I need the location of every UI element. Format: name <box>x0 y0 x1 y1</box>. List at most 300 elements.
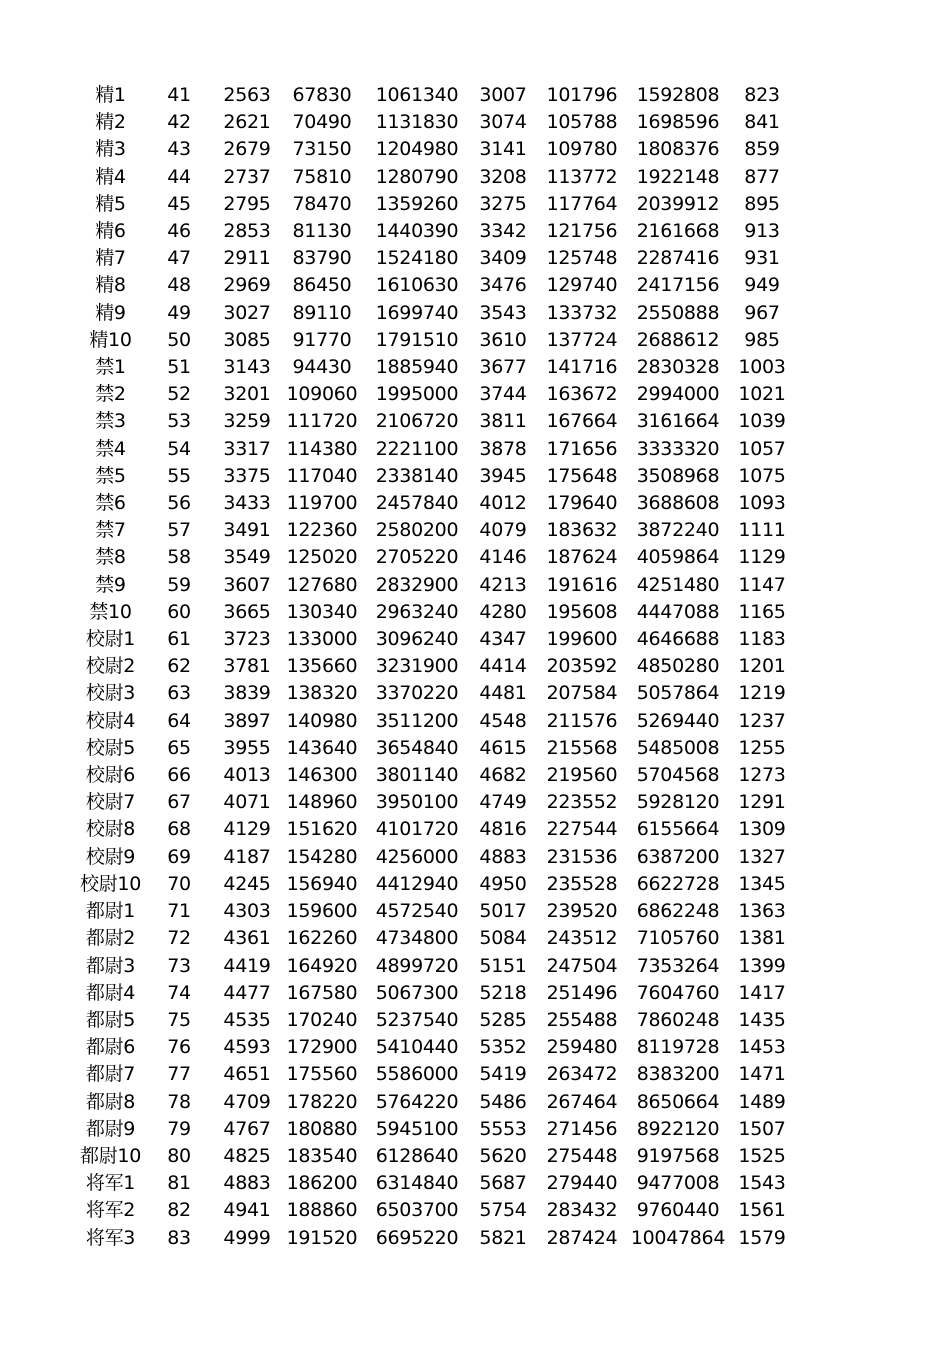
value-f-cell: 8383200 <box>636 1063 720 1086</box>
table-row <box>80 1116 793 1143</box>
level-cell: 69 <box>167 845 191 868</box>
value-f-cell: 6155664 <box>636 818 720 841</box>
rank-cell: 都尉2 <box>85 927 136 950</box>
value-c-cell: 6695220 <box>375 1226 459 1249</box>
level-cell: 67 <box>167 791 191 814</box>
value-g-cell: 949 <box>744 274 780 297</box>
level-cell: 77 <box>167 1063 191 1086</box>
table-row <box>80 544 793 571</box>
value-d-cell: 3945 <box>479 464 527 487</box>
level-cell: 46 <box>167 220 191 243</box>
table-row <box>80 1170 793 1197</box>
value-f-cell: 2830328 <box>636 356 720 379</box>
rank-cell: 都尉4 <box>85 981 136 1004</box>
value-c-cell: 6314840 <box>375 1172 459 1195</box>
level-cell: 66 <box>167 764 191 787</box>
value-c-cell: 1131830 <box>375 111 459 134</box>
rank-cell: 精4 <box>95 165 126 188</box>
value-f-cell: 7353264 <box>636 954 720 977</box>
value-e-cell: 133732 <box>546 301 618 324</box>
rank-cell: 都尉3 <box>85 954 136 977</box>
value-d-cell: 3476 <box>479 274 527 297</box>
rank-cell: 校尉9 <box>85 845 136 868</box>
rank-cell: 禁7 <box>95 519 126 542</box>
value-a-cell: 4187 <box>223 845 271 868</box>
value-f-cell: 2550888 <box>636 301 720 324</box>
level-cell: 62 <box>167 655 191 678</box>
value-e-cell: 263472 <box>546 1063 618 1086</box>
value-f-cell: 1592808 <box>636 84 720 106</box>
value-f-cell: 1922148 <box>636 165 720 188</box>
value-e-cell: 203592 <box>546 655 618 678</box>
value-b-cell: 130340 <box>286 600 358 623</box>
value-b-cell: 188860 <box>286 1199 358 1222</box>
rank-cell: 校尉3 <box>85 682 136 705</box>
value-c-cell: 1885940 <box>375 356 459 379</box>
level-cell: 76 <box>167 1036 191 1059</box>
value-d-cell: 3141 <box>479 138 527 161</box>
value-b-cell: 135660 <box>286 655 358 678</box>
value-d-cell: 4883 <box>479 845 527 868</box>
rank-cell: 禁4 <box>95 437 126 460</box>
value-b-cell: 180880 <box>286 1117 358 1140</box>
value-g-cell: 1543 <box>738 1172 786 1195</box>
level-cell: 42 <box>167 111 191 134</box>
value-c-cell: 5764220 <box>375 1090 459 1113</box>
value-f-cell: 3872240 <box>636 519 720 542</box>
value-f-cell: 2688612 <box>636 328 720 351</box>
level-cell: 44 <box>167 165 191 188</box>
value-c-cell: 5067300 <box>375 981 459 1004</box>
rank-cell: 校尉4 <box>85 709 136 732</box>
value-f-cell: 6387200 <box>636 845 720 868</box>
value-b-cell: 109060 <box>286 383 358 406</box>
value-g-cell: 1003 <box>738 356 786 379</box>
table-row <box>80 980 793 1007</box>
value-b-cell: 111720 <box>286 410 358 433</box>
table-row <box>80 1061 793 1088</box>
table-row <box>80 436 793 463</box>
value-a-cell: 4709 <box>223 1090 271 1113</box>
value-e-cell: 259480 <box>546 1036 618 1059</box>
value-f-cell: 5928120 <box>636 791 720 814</box>
value-d-cell: 3811 <box>479 410 527 433</box>
value-g-cell: 985 <box>744 328 780 351</box>
value-a-cell: 3317 <box>223 437 271 460</box>
value-c-cell: 2832900 <box>375 573 459 596</box>
value-g-cell: 931 <box>744 247 780 270</box>
rank-cell: 禁8 <box>95 546 126 569</box>
value-g-cell: 1291 <box>738 791 786 814</box>
value-d-cell: 5151 <box>479 954 527 977</box>
value-e-cell: 227544 <box>546 818 618 841</box>
value-a-cell: 3027 <box>223 301 271 324</box>
value-g-cell: 1579 <box>738 1226 786 1249</box>
value-e-cell: 105788 <box>546 111 618 134</box>
level-cell: 43 <box>167 138 191 161</box>
value-e-cell: 287424 <box>546 1226 618 1249</box>
value-e-cell: 207584 <box>546 682 618 705</box>
value-c-cell: 4572540 <box>375 900 459 923</box>
value-b-cell: 83790 <box>292 247 352 270</box>
value-e-cell: 101796 <box>546 84 618 106</box>
value-a-cell: 4129 <box>223 818 271 841</box>
value-g-cell: 1237 <box>738 709 786 732</box>
table-row <box>80 300 793 327</box>
value-a-cell: 3259 <box>223 410 271 433</box>
level-cell: 50 <box>167 328 191 351</box>
value-f-cell: 2994000 <box>636 383 720 406</box>
table-row <box>80 191 793 218</box>
value-g-cell: 1201 <box>738 655 786 678</box>
value-a-cell: 2737 <box>223 165 271 188</box>
value-b-cell: 170240 <box>286 1008 358 1031</box>
value-a-cell: 3665 <box>223 600 271 623</box>
value-e-cell: 279440 <box>546 1172 618 1195</box>
value-e-cell: 179640 <box>546 492 618 515</box>
value-a-cell: 4419 <box>223 954 271 977</box>
value-d-cell: 3074 <box>479 111 527 134</box>
value-d-cell: 4749 <box>479 791 527 814</box>
rank-cell: 校尉1 <box>85 628 136 651</box>
value-d-cell: 4682 <box>479 764 527 787</box>
value-f-cell: 5057864 <box>636 682 720 705</box>
table-row <box>80 1089 793 1116</box>
value-b-cell: 127680 <box>286 573 358 596</box>
value-f-cell: 4251480 <box>636 573 720 596</box>
value-f-cell: 8119728 <box>636 1036 720 1059</box>
value-c-cell: 6503700 <box>375 1199 459 1222</box>
value-c-cell: 1699740 <box>375 301 459 324</box>
value-e-cell: 211576 <box>546 709 618 732</box>
table-row <box>80 354 793 381</box>
value-e-cell: 175648 <box>546 464 618 487</box>
value-a-cell: 3143 <box>223 356 271 379</box>
value-c-cell: 1995000 <box>375 383 459 406</box>
value-c-cell: 1204980 <box>375 138 459 161</box>
value-c-cell: 1061340 <box>375 84 459 106</box>
level-cell: 49 <box>167 301 191 324</box>
value-c-cell: 3654840 <box>375 736 459 759</box>
rank-cell: 校尉7 <box>85 791 136 814</box>
rank-cell: 都尉10 <box>80 1144 141 1167</box>
value-e-cell: 187624 <box>546 546 618 569</box>
value-d-cell: 3677 <box>479 356 527 379</box>
value-g-cell: 877 <box>744 165 780 188</box>
value-f-cell: 5269440 <box>636 709 720 732</box>
value-a-cell: 3433 <box>223 492 271 515</box>
value-g-cell: 823 <box>744 84 780 106</box>
level-cell: 56 <box>167 492 191 515</box>
level-cell: 58 <box>167 546 191 569</box>
value-f-cell: 3688608 <box>636 492 720 515</box>
value-f-cell: 2287416 <box>636 247 720 270</box>
rank-cell: 都尉5 <box>85 1008 136 1031</box>
table-row <box>80 327 793 354</box>
value-e-cell: 223552 <box>546 791 618 814</box>
value-d-cell: 5419 <box>479 1063 527 1086</box>
level-cell: 48 <box>167 274 191 297</box>
value-b-cell: 78470 <box>292 192 352 215</box>
rank-cell: 禁5 <box>95 464 126 487</box>
rank-cell: 精8 <box>95 274 126 297</box>
value-a-cell: 4071 <box>223 791 271 814</box>
value-b-cell: 148960 <box>286 791 358 814</box>
value-a-cell: 4013 <box>223 764 271 787</box>
table-row <box>80 490 793 517</box>
rank-cell: 禁2 <box>95 383 126 406</box>
value-c-cell: 3511200 <box>375 709 459 732</box>
value-d-cell: 5687 <box>479 1172 527 1195</box>
value-c-cell: 1524180 <box>375 247 459 270</box>
value-f-cell: 2161668 <box>636 220 720 243</box>
value-b-cell: 186200 <box>286 1172 358 1195</box>
value-b-cell: 122360 <box>286 519 358 542</box>
value-b-cell: 138320 <box>286 682 358 705</box>
value-g-cell: 1273 <box>738 764 786 787</box>
level-cell: 45 <box>167 192 191 215</box>
value-e-cell: 199600 <box>546 628 618 651</box>
value-f-cell: 7860248 <box>636 1008 720 1031</box>
level-cell: 78 <box>167 1090 191 1113</box>
table-row <box>80 762 793 789</box>
value-g-cell: 859 <box>744 138 780 161</box>
level-cell: 79 <box>167 1117 191 1140</box>
value-g-cell: 1219 <box>738 682 786 705</box>
value-g-cell: 967 <box>744 301 780 324</box>
table-row <box>80 218 793 245</box>
value-e-cell: 113772 <box>546 165 618 188</box>
value-c-cell: 3096240 <box>375 628 459 651</box>
rank-cell: 都尉1 <box>85 900 136 923</box>
value-a-cell: 4245 <box>223 872 271 895</box>
value-d-cell: 5486 <box>479 1090 527 1113</box>
value-a-cell: 2911 <box>223 247 271 270</box>
value-d-cell: 5218 <box>479 981 527 1004</box>
value-c-cell: 1791510 <box>375 328 459 351</box>
table-row <box>80 1225 793 1252</box>
value-g-cell: 913 <box>744 220 780 243</box>
value-b-cell: 178220 <box>286 1090 358 1113</box>
rank-cell: 禁9 <box>95 573 126 596</box>
value-e-cell: 141716 <box>546 356 618 379</box>
value-b-cell: 172900 <box>286 1036 358 1059</box>
level-cell: 47 <box>167 247 191 270</box>
value-g-cell: 841 <box>744 111 780 134</box>
value-f-cell: 4059864 <box>636 546 720 569</box>
value-g-cell: 1147 <box>738 573 786 596</box>
value-b-cell: 140980 <box>286 709 358 732</box>
value-b-cell: 164920 <box>286 954 358 977</box>
value-c-cell: 6128640 <box>375 1144 459 1167</box>
value-b-cell: 114380 <box>286 437 358 460</box>
value-a-cell: 4535 <box>223 1008 271 1031</box>
value-d-cell: 5553 <box>479 1117 527 1140</box>
value-e-cell: 239520 <box>546 900 618 923</box>
rank-cell: 校尉6 <box>85 764 136 787</box>
rank-cell: 禁1 <box>95 356 126 379</box>
value-f-cell: 7604760 <box>636 981 720 1004</box>
value-f-cell: 5485008 <box>636 736 720 759</box>
level-cell: 83 <box>167 1226 191 1249</box>
value-e-cell: 109780 <box>546 138 618 161</box>
value-d-cell: 4481 <box>479 682 527 705</box>
level-cell: 65 <box>167 736 191 759</box>
value-g-cell: 1093 <box>738 492 786 515</box>
value-f-cell: 4850280 <box>636 655 720 678</box>
value-c-cell: 3801140 <box>375 764 459 787</box>
value-c-cell: 2338140 <box>375 464 459 487</box>
value-g-cell: 1183 <box>738 628 786 651</box>
rank-cell: 都尉8 <box>85 1090 136 1113</box>
value-e-cell: 215568 <box>546 736 618 759</box>
value-c-cell: 1610630 <box>375 274 459 297</box>
value-g-cell: 1255 <box>738 736 786 759</box>
value-f-cell: 5704568 <box>636 764 720 787</box>
value-e-cell: 255488 <box>546 1008 618 1031</box>
value-e-cell: 125748 <box>546 247 618 270</box>
value-a-cell: 3723 <box>223 628 271 651</box>
level-cell: 71 <box>167 900 191 923</box>
table-row <box>80 735 793 762</box>
value-c-cell: 2106720 <box>375 410 459 433</box>
value-g-cell: 1381 <box>738 927 786 950</box>
value-f-cell: 3161664 <box>636 410 720 433</box>
value-b-cell: 151620 <box>286 818 358 841</box>
table-row <box>80 109 793 136</box>
value-a-cell: 2679 <box>223 138 271 161</box>
level-cell: 72 <box>167 927 191 950</box>
value-b-cell: 119700 <box>286 492 358 515</box>
value-a-cell: 4651 <box>223 1063 271 1086</box>
value-b-cell: 91770 <box>292 328 352 351</box>
rank-cell: 校尉2 <box>85 655 136 678</box>
table-row <box>80 925 793 952</box>
value-g-cell: 1309 <box>738 818 786 841</box>
level-cell: 74 <box>167 981 191 1004</box>
table-row <box>80 1034 793 1061</box>
value-c-cell: 5237540 <box>375 1008 459 1031</box>
rank-cell: 精6 <box>95 220 126 243</box>
value-d-cell: 5285 <box>479 1008 527 1031</box>
value-c-cell: 4412940 <box>375 872 459 895</box>
value-f-cell: 7105760 <box>636 927 720 950</box>
value-g-cell: 895 <box>744 192 780 215</box>
rank-cell: 禁3 <box>95 410 126 433</box>
value-c-cell: 4256000 <box>375 845 459 868</box>
value-d-cell: 3275 <box>479 192 527 215</box>
value-e-cell: 167664 <box>546 410 618 433</box>
value-b-cell: 86450 <box>292 274 352 297</box>
rank-cell: 精3 <box>95 138 126 161</box>
table-row <box>80 844 793 871</box>
value-b-cell: 167580 <box>286 981 358 1004</box>
value-g-cell: 1453 <box>738 1036 786 1059</box>
table-row <box>80 164 793 191</box>
rank-cell: 将军3 <box>85 1226 136 1249</box>
table-row <box>80 626 793 653</box>
value-d-cell: 4548 <box>479 709 527 732</box>
value-d-cell: 3878 <box>479 437 527 460</box>
value-g-cell: 1417 <box>738 981 786 1004</box>
value-g-cell: 1021 <box>738 383 786 406</box>
value-g-cell: 1075 <box>738 464 786 487</box>
value-c-cell: 5586000 <box>375 1063 459 1086</box>
level-cell: 64 <box>167 709 191 732</box>
value-g-cell: 1129 <box>738 546 786 569</box>
value-a-cell: 4825 <box>223 1144 271 1167</box>
value-b-cell: 81130 <box>292 220 352 243</box>
value-b-cell: 143640 <box>286 736 358 759</box>
value-g-cell: 1165 <box>738 600 786 623</box>
value-a-cell: 2853 <box>223 220 271 243</box>
table-row <box>80 136 793 163</box>
value-e-cell: 243512 <box>546 927 618 950</box>
value-d-cell: 3543 <box>479 301 527 324</box>
value-a-cell: 4361 <box>223 927 271 950</box>
table-row <box>80 599 793 626</box>
value-b-cell: 156940 <box>286 872 358 895</box>
table-row <box>80 381 793 408</box>
value-b-cell: 154280 <box>286 845 358 868</box>
value-e-cell: 219560 <box>546 764 618 787</box>
value-d-cell: 4347 <box>479 628 527 651</box>
value-d-cell: 5821 <box>479 1226 527 1249</box>
spreadsheet-sheet <box>0 82 950 1252</box>
value-f-cell: 3333320 <box>636 437 720 460</box>
value-b-cell: 175560 <box>286 1063 358 1086</box>
rank-cell: 都尉9 <box>85 1117 136 1140</box>
value-d-cell: 5084 <box>479 927 527 950</box>
value-g-cell: 1057 <box>738 437 786 460</box>
value-b-cell: 67830 <box>292 84 352 106</box>
value-g-cell: 1399 <box>738 954 786 977</box>
table-row <box>80 898 793 925</box>
value-e-cell: 231536 <box>546 845 618 868</box>
value-f-cell: 6862248 <box>636 900 720 923</box>
value-b-cell: 70490 <box>292 111 352 134</box>
value-e-cell: 283432 <box>546 1199 618 1222</box>
value-a-cell: 4999 <box>223 1226 271 1249</box>
level-cell: 82 <box>167 1199 191 1222</box>
value-f-cell: 2417156 <box>636 274 720 297</box>
value-e-cell: 275448 <box>546 1144 618 1167</box>
value-c-cell: 2963240 <box>375 600 459 623</box>
value-g-cell: 1039 <box>738 410 786 433</box>
value-e-cell: 247504 <box>546 954 618 977</box>
rank-cell: 都尉6 <box>85 1036 136 1059</box>
value-e-cell: 121756 <box>546 220 618 243</box>
value-g-cell: 1363 <box>738 900 786 923</box>
level-cell: 80 <box>167 1144 191 1167</box>
value-c-cell: 4734800 <box>375 927 459 950</box>
level-cell: 63 <box>167 682 191 705</box>
data-table <box>80 82 793 1252</box>
value-a-cell: 4767 <box>223 1117 271 1140</box>
value-d-cell: 5017 <box>479 900 527 923</box>
rank-cell: 校尉8 <box>85 818 136 841</box>
value-f-cell: 9760440 <box>636 1199 720 1222</box>
table-row <box>80 463 793 490</box>
value-a-cell: 4941 <box>223 1199 271 1222</box>
table-row <box>80 653 793 680</box>
value-c-cell: 3950100 <box>375 791 459 814</box>
value-f-cell: 1808376 <box>636 138 720 161</box>
rank-cell: 都尉7 <box>85 1063 136 1086</box>
value-a-cell: 4593 <box>223 1036 271 1059</box>
rank-cell: 将军2 <box>85 1199 136 1222</box>
value-a-cell: 4477 <box>223 981 271 1004</box>
